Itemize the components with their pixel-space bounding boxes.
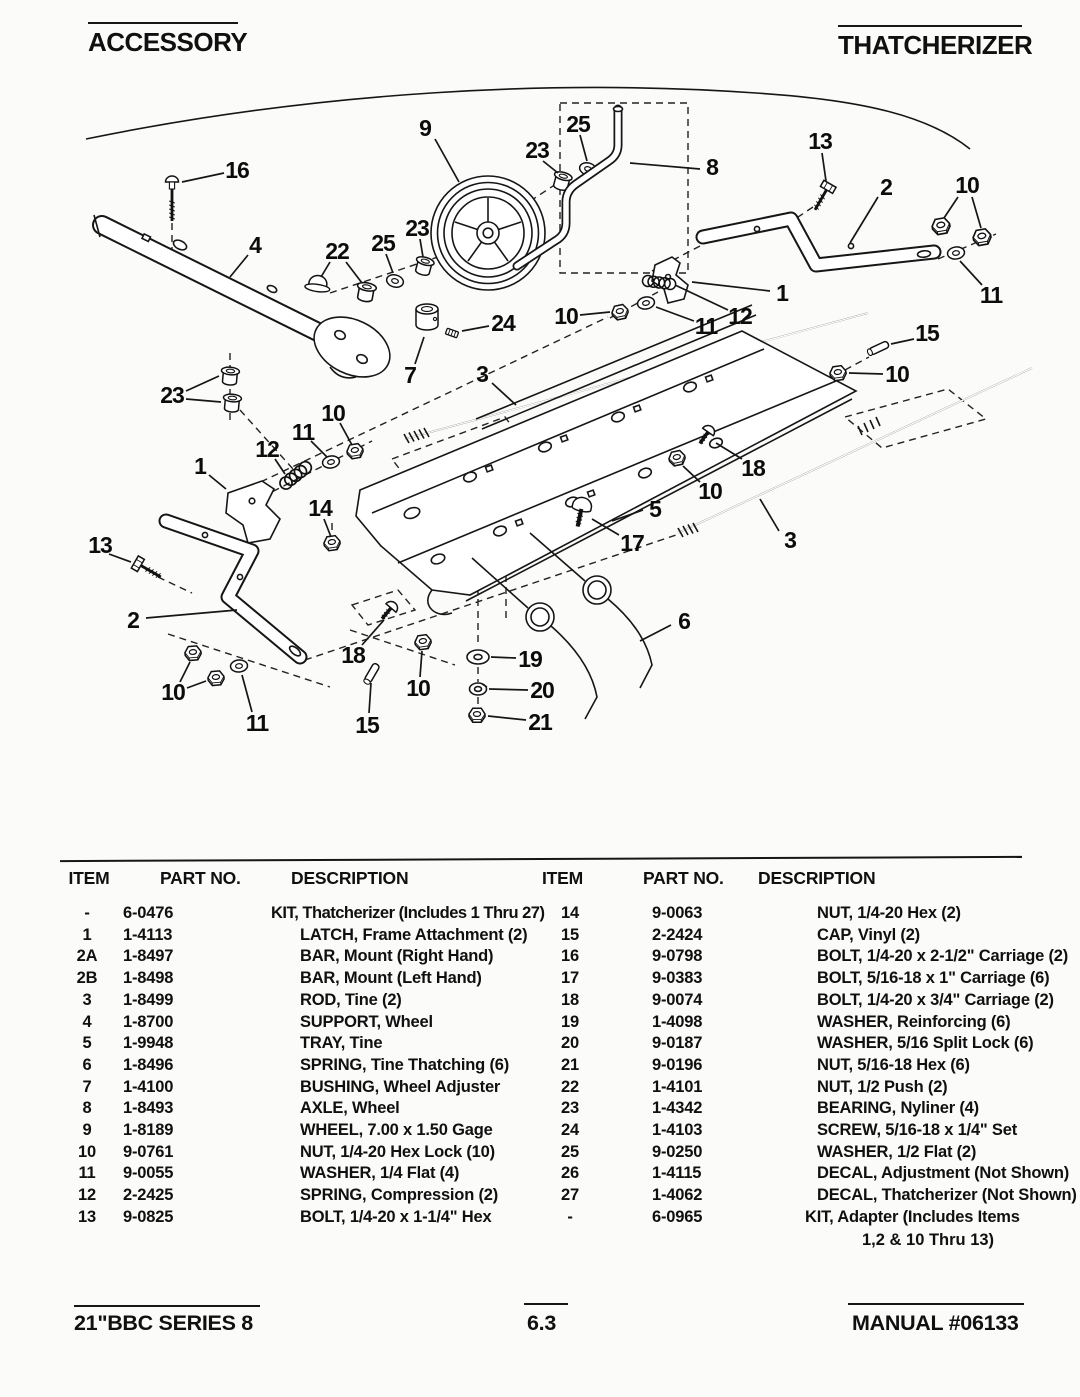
callout-11: 11: [979, 282, 1003, 308]
table-row: [64, 968, 564, 990]
callout-leader-line: [488, 716, 526, 720]
page-title-left: ACCESSORY: [88, 27, 248, 57]
item-cell: 20: [561, 1034, 579, 1053]
item-cell: 26: [561, 1164, 579, 1183]
callout-11: 11: [694, 313, 718, 339]
dashed-box-right: [845, 389, 986, 448]
frame-latch-left: [226, 481, 280, 543]
item-cell: 1: [82, 925, 92, 944]
callout-leader-line: [822, 153, 826, 181]
set-screw-24: [445, 328, 458, 338]
callout-leader-line: [944, 197, 958, 218]
tine-tray-part: [356, 305, 856, 614]
table-row: [64, 925, 564, 947]
table-row: [548, 1142, 1008, 1164]
partno-cell: 1-4098: [652, 1012, 703, 1031]
table-row: [64, 1142, 564, 1164]
footer-right-overline: [848, 1303, 1024, 1305]
description-cell: KIT, Adapter (Includes Items: [805, 1207, 1020, 1226]
col-header-description-left: DESCRIPTION: [291, 868, 409, 888]
carriage-bolt-18-left: [377, 599, 400, 623]
partno-cell: 1-4103: [652, 1121, 703, 1140]
description-cell: NUT, 1/4-20 Hex Lock (10): [300, 1142, 495, 1161]
description-cell: BOLT, 1/4-20 x 2-1/2" Carriage (2): [817, 947, 1069, 966]
table-row: [64, 946, 564, 968]
callout-leader-line: [960, 261, 982, 285]
callout-leader-line: [230, 255, 248, 277]
callout-leader-line: [630, 163, 700, 169]
adjuster-bushing-7: [416, 304, 438, 330]
col-header-item-left: ITEM: [68, 868, 110, 888]
item-cell: 25: [561, 1142, 579, 1161]
table-row: [64, 1012, 564, 1034]
footer-manual-number: MANUAL #06133: [852, 1311, 1019, 1335]
callout-23: 23: [525, 137, 549, 163]
description-cell: DECAL, Adjustment (Not Shown): [817, 1164, 1070, 1183]
description-cell: BOLT, 5/16-18 x 1" Carriage (6): [817, 969, 1050, 988]
callout-11: 11: [245, 710, 269, 736]
lock-nut-10f: [346, 443, 364, 460]
item-cell: -: [567, 1207, 573, 1226]
callout-leader-line: [186, 376, 219, 391]
description-cell: SCREW, 5/16-18 x 1/4" Set: [817, 1121, 1018, 1140]
table-row: [64, 1033, 564, 1055]
lock-nut-10c: [611, 304, 630, 321]
callout-leader-line: [369, 683, 371, 713]
partno-cell: 1-8493: [123, 1099, 174, 1118]
item-cell: 6: [82, 1055, 92, 1074]
push-nut-cap-22: [304, 274, 331, 293]
partno-cell: 1-8498: [123, 969, 174, 988]
callout-10: 10: [885, 361, 909, 387]
nyliner-bearing-23d: [222, 393, 241, 412]
description-cell: WASHER, 5/16 Split Lock (6): [817, 1034, 1034, 1053]
callout-9: 9: [419, 115, 431, 141]
item-cell: 17: [561, 969, 579, 988]
callout-10: 10: [321, 400, 345, 426]
description-cell: TRAY, Tine: [300, 1034, 383, 1053]
partno-cell: 1-8700: [123, 1012, 174, 1031]
callout-12: 12: [728, 303, 752, 329]
callout-5: 5: [649, 496, 661, 522]
lock-nut-10g: [184, 646, 201, 661]
table-row: [64, 1098, 564, 1120]
callout-leader-line: [187, 681, 206, 688]
callout-10: 10: [406, 675, 430, 701]
table-row: [548, 903, 1008, 925]
compression-spring-12-left: [276, 460, 316, 492]
description-cell: KIT, Thatcherizer (Includes 1 Thru 27): [271, 904, 545, 922]
callout-leader-line: [489, 689, 528, 690]
description-cell: DECAL, Thatcherizer (Not Shown): [817, 1186, 1077, 1205]
nyliner-bearing-23c: [220, 366, 239, 385]
description-cell: NUT, 1/4-20 Hex (2): [817, 904, 961, 922]
partno-cell: 2-2424: [652, 925, 703, 944]
flat-washer-11d: [230, 659, 248, 672]
callout-leader-line: [849, 373, 883, 374]
callout-leader-line: [462, 326, 489, 331]
item-cell: 3: [82, 990, 92, 1009]
description-cell: CAP, Vinyl (2): [817, 925, 920, 944]
callout-10: 10: [955, 172, 979, 198]
callout-leader-line: [362, 620, 384, 645]
flat-washer-11c: [322, 455, 341, 470]
item-cell: 5: [82, 1034, 92, 1053]
item-cell: 14: [561, 904, 579, 922]
table-row: [64, 1163, 564, 1185]
gage-wheel-part: [431, 176, 545, 290]
partno-cell: 9-0761: [123, 1142, 174, 1161]
partno-cell: 1-8496: [123, 1055, 174, 1074]
description-cell: WHEEL, 7.00 x 1.50 Gage: [300, 1121, 493, 1140]
table-row: [548, 968, 1008, 990]
push-nut-22b: [355, 281, 377, 303]
callout-24: 24: [491, 310, 515, 336]
item-cell: 19: [561, 1012, 579, 1031]
callout-leader-line: [182, 173, 224, 182]
mount-bar-left-part: [166, 521, 302, 658]
col-header-partno-left: PART NO.: [160, 868, 241, 888]
table-row: [548, 1185, 1008, 1207]
description-cell: BEARING, Nyliner (4): [817, 1099, 979, 1118]
partno-cell: 1-4115: [652, 1164, 702, 1183]
table-row: [64, 1077, 564, 1099]
callout-15: 15: [915, 320, 939, 346]
callout-leader-line: [146, 610, 237, 618]
footer-center-overline: [524, 1303, 568, 1305]
lock-nut-10h: [207, 671, 224, 686]
description-cell: ROD, Tine (2): [300, 990, 402, 1009]
partno-cell: 1-9948: [123, 1034, 174, 1053]
page-title-right: THATCHERIZER: [838, 30, 1033, 60]
carriage-bolt-16: [166, 176, 179, 221]
callout-22: 22: [325, 238, 349, 264]
col-header-description-right: DESCRIPTION: [758, 868, 876, 888]
partno-cell: 1-4062: [652, 1186, 703, 1205]
partno-cell: 9-0063: [652, 904, 703, 922]
parts-table-right: [548, 903, 1077, 1229]
callout-leader-line: [972, 197, 981, 228]
callout-leader-line: [186, 399, 221, 402]
wheel-support-part: [94, 215, 400, 389]
description-cell: BAR, Mount (Right Hand): [300, 947, 494, 966]
callout-15: 15: [355, 712, 379, 738]
partno-cell: 1-8189: [123, 1121, 174, 1140]
callout-13: 13: [808, 128, 832, 154]
exploded-parts-diagram: [0, 85, 1080, 785]
callout-leader-line: [491, 657, 516, 658]
footer-series: 21"BBC SERIES 8: [74, 1311, 253, 1335]
item-cell: -: [84, 904, 90, 922]
callout-23: 23: [160, 382, 184, 408]
parts-table-left: [64, 903, 564, 1229]
partno-cell: 6-0965: [652, 1207, 703, 1226]
callout-leader-line: [420, 651, 422, 677]
item-cell: 22: [561, 1077, 579, 1096]
flat-washer-11b: [637, 296, 656, 311]
hex-bolt-13-left: [131, 556, 164, 583]
item-cell: 4: [82, 1012, 92, 1031]
item-cell: 27: [561, 1186, 579, 1205]
item-cell: 10: [78, 1142, 96, 1161]
item-cell: 8: [82, 1099, 92, 1118]
callout-25: 25: [566, 111, 590, 137]
callout-leader-line: [891, 339, 914, 344]
callout-leader-line: [420, 239, 423, 257]
callout-10: 10: [698, 478, 722, 504]
item-cell: 7: [82, 1077, 92, 1096]
item-cell: 18: [561, 990, 579, 1009]
callout-leader-line: [209, 475, 226, 489]
description-cell: WASHER, Reinforcing (6): [817, 1012, 1011, 1031]
table-row: [64, 1120, 564, 1142]
partno-cell: 1-4101: [652, 1077, 703, 1096]
description-cell: SPRING, Compression (2): [300, 1186, 499, 1205]
table-row: [548, 946, 1008, 968]
table-row: [548, 1077, 1008, 1099]
footer-left-overline: [74, 1305, 260, 1307]
item-cell: 2A: [76, 947, 98, 966]
description-cell: NUT, 1/2 Push (2): [817, 1077, 948, 1096]
callout-3: 3: [476, 361, 488, 387]
description-cell: BOLT, 1/4-20 x 1-1/4" Hex: [300, 1207, 492, 1226]
partno-cell: 2-2425: [123, 1186, 174, 1205]
description-cell: SUPPORT, Wheel: [300, 1012, 433, 1031]
callout-leader-line: [386, 254, 393, 273]
partno-cell: 1-4342: [652, 1099, 703, 1118]
description-cell: SPRING, Tine Thatching (6): [300, 1055, 510, 1074]
table-row: [64, 1207, 564, 1229]
callout-leader-line: [242, 675, 252, 712]
partno-cell: 6-0476: [123, 904, 174, 922]
callout-leader-line: [692, 282, 770, 291]
description-cell: BOLT, 1/4-20 x 3/4" Carriage (2): [817, 990, 1054, 1009]
callout-17: 17: [620, 530, 644, 556]
table-row: [548, 1033, 1008, 1055]
item-cell: 23: [561, 1099, 579, 1118]
partno-cell: 1-4113: [123, 925, 173, 944]
item-cell: 2B: [76, 969, 98, 988]
callout-6: 6: [678, 608, 690, 634]
callout-13: 13: [88, 532, 112, 558]
callout-leader-line: [580, 312, 610, 315]
partno-cell: 1-4100: [123, 1077, 174, 1096]
description-cell: NUT, 5/16-18 Hex (6): [817, 1055, 970, 1074]
table-row: [548, 1098, 1008, 1120]
partno-cell: 9-0250: [652, 1142, 703, 1161]
table-row: [548, 1207, 1008, 1229]
reinforcing-washer-19: [467, 650, 489, 664]
callout-leader-line: [640, 625, 671, 641]
partno-cell: 9-0196: [652, 1055, 703, 1074]
table-row: [548, 1055, 1008, 1077]
callout-leader-line: [435, 139, 459, 182]
callout-1: 1: [776, 280, 788, 306]
mount-bar-right-part: [703, 219, 934, 265]
table-row: [548, 925, 1008, 947]
callout-leader-line: [760, 499, 779, 531]
col-header-partno-right: PART NO.: [643, 868, 724, 888]
callout-20: 20: [530, 677, 554, 703]
callout-3: 3: [784, 527, 796, 553]
description-cell: BUSHING, Wheel Adjuster: [300, 1077, 501, 1096]
hex-bolt-13-right: [809, 180, 836, 213]
callout-11: 11: [291, 419, 315, 445]
table-row: [64, 990, 564, 1012]
callout-leader-line: [324, 519, 331, 537]
callout-25: 25: [371, 230, 395, 256]
table-row: [548, 990, 1008, 1012]
callout-leader-line: [580, 135, 587, 161]
hex-nut-21: [469, 708, 485, 722]
table-top-rule: [60, 856, 1022, 863]
callout-leader-line: [492, 383, 516, 405]
partno-cell: 9-0055: [123, 1164, 174, 1183]
callout-4: 4: [249, 232, 261, 258]
description-cell: LATCH, Frame Attachment (2): [300, 925, 528, 944]
kit-adapter-continuation: 1,2 & 10 Thru 13): [862, 1231, 995, 1249]
callout-16: 16: [225, 157, 249, 183]
callout-leader-line: [415, 337, 424, 364]
table-row: [548, 1012, 1008, 1034]
callout-23: 23: [405, 215, 429, 241]
item-cell: 11: [78, 1164, 96, 1183]
partno-cell: 1-8497: [123, 947, 174, 966]
item-cell: 16: [561, 947, 579, 966]
item-cell: 9: [82, 1121, 92, 1140]
frame-latch-right: [652, 257, 688, 303]
callout-leader-line: [850, 197, 878, 243]
callout-18: 18: [741, 455, 765, 481]
hex-nut-14: [323, 535, 341, 551]
flat-washer-25b: [385, 273, 405, 289]
table-row: [64, 1185, 564, 1207]
item-cell: 15: [561, 925, 579, 944]
table-row: [548, 1120, 1008, 1142]
lock-nut-10a: [931, 217, 951, 235]
table-row: [548, 1163, 1008, 1185]
callout-14: 14: [308, 495, 332, 521]
item-cell: 13: [78, 1207, 96, 1226]
item-cell: 24: [561, 1121, 579, 1140]
split-lock-washer-20: [470, 683, 488, 695]
callout-2: 2: [127, 607, 139, 633]
partno-cell: 9-0074: [652, 990, 703, 1009]
callout-10: 10: [554, 303, 578, 329]
callout-leader-line: [109, 554, 131, 562]
callout-8: 8: [706, 154, 718, 180]
callout-7: 7: [404, 362, 416, 388]
callout-19: 19: [518, 646, 542, 672]
partno-cell: 1-8499: [123, 990, 174, 1009]
header-right-overline: [838, 25, 1022, 27]
header-left-overline: [88, 22, 238, 24]
callout-leader-line: [340, 423, 352, 445]
table-row: [64, 903, 564, 925]
flat-washer-11a: [947, 246, 966, 260]
description-cell: WASHER, 1/4 Flat (4): [300, 1164, 460, 1183]
partno-cell: 9-0798: [652, 947, 703, 966]
callout-12: 12: [255, 436, 279, 462]
callout-2: 2: [880, 174, 892, 200]
footer-page-number: 6.3: [527, 1311, 556, 1335]
callout-leader-line: [321, 262, 330, 277]
callout-1: 1: [194, 453, 206, 479]
callout-leader-line: [346, 262, 362, 283]
callout-10: 10: [161, 679, 185, 705]
description-cell: WASHER, 1/2 Flat (2): [817, 1142, 977, 1161]
nyliner-bearing-23b: [413, 255, 435, 277]
vinyl-cap-stud-15b: [363, 663, 380, 686]
item-cell: 21: [561, 1055, 579, 1074]
table-row: [64, 1055, 564, 1077]
lock-nut-10i: [414, 634, 432, 650]
description-cell: BAR, Mount (Left Hand): [300, 969, 482, 988]
description-cell: AXLE, Wheel: [300, 1099, 400, 1118]
callout-18: 18: [341, 642, 365, 668]
callout-leader-line: [656, 307, 694, 321]
item-cell: 12: [78, 1186, 96, 1205]
partno-cell: 9-0825: [123, 1207, 174, 1226]
col-header-item-right: ITEM: [542, 868, 584, 888]
callout-21: 21: [528, 709, 552, 735]
partno-cell: 9-0383: [652, 969, 703, 988]
vinyl-cap-stud-15a: [866, 341, 889, 357]
partno-cell: 9-0187: [652, 1034, 703, 1053]
